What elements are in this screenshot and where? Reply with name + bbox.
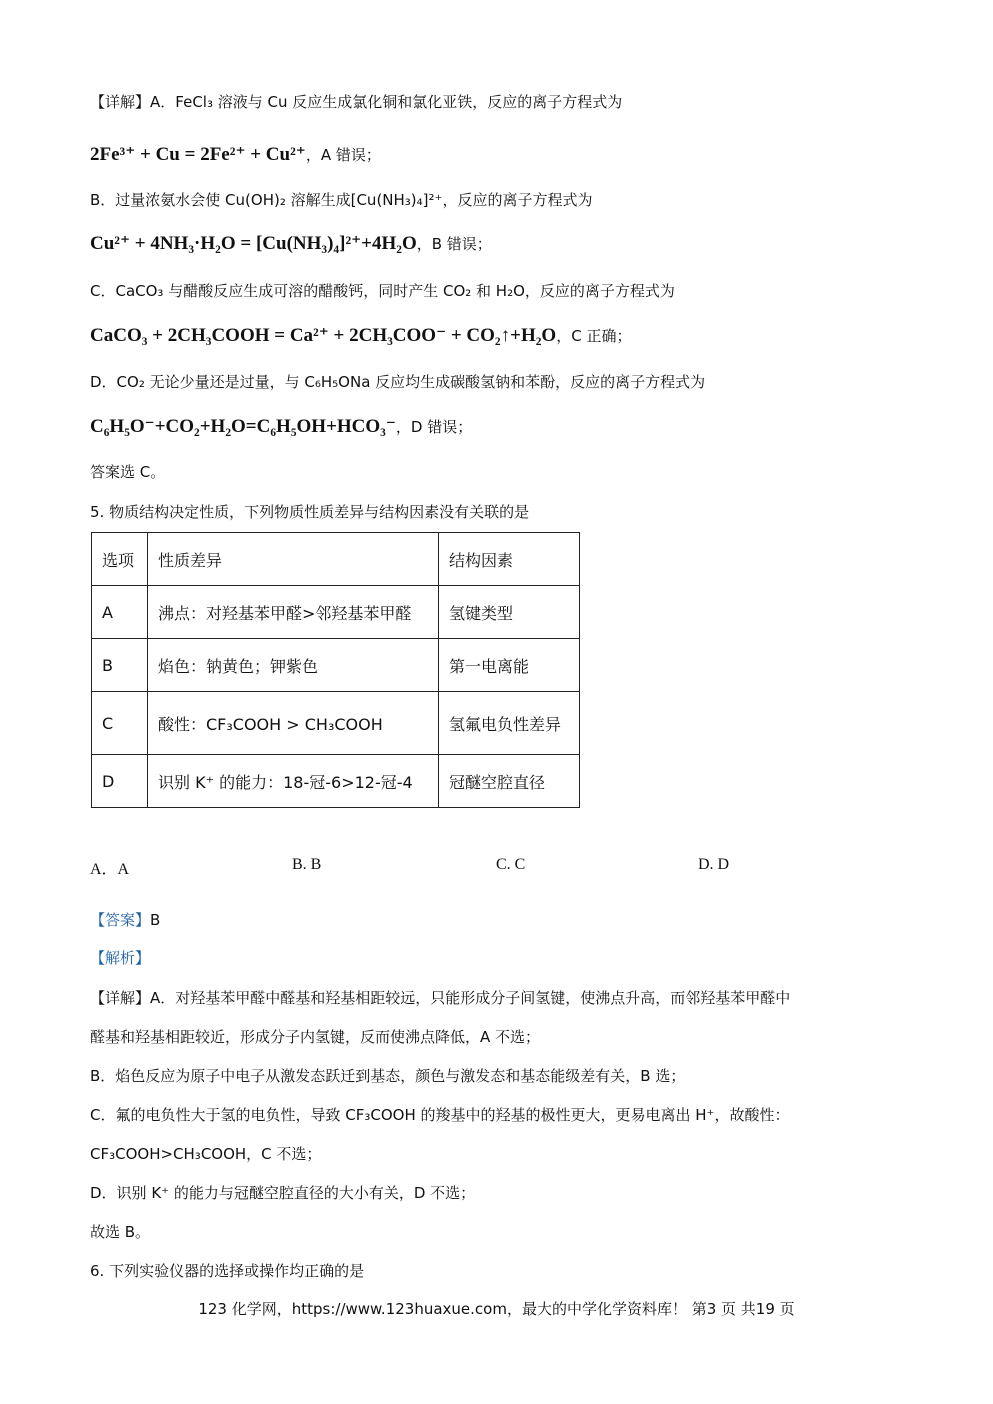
table-header-row: [92, 533, 580, 586]
answer-previous: 答案选 C。: [90, 463, 166, 481]
table-cell: 焰色：钠黄色；钾紫色: [148, 639, 439, 692]
explain-line: C．氟的电负性大于氢的电负性，导致 CF₃COOH 的羧基中的羟基的极性更大，更易电离出 H⁺，故酸性：: [90, 1106, 790, 1124]
detail-b-text: B．过量浓氨水会使 Cu(OH)₂ 溶解生成[Cu(NH₃)₄]²⁺，反应的离子方程式为: [90, 191, 593, 209]
equation-a-line: [90, 143, 913, 167]
explain-line: D．识别 K⁺ 的能力与冠醚空腔直径的大小有关，D 不选；: [90, 1184, 476, 1202]
equation-c-line: [90, 324, 913, 348]
question-5-stem: 5. 物质结构决定性质，下列物质性质差异与结构因素没有关联的是: [90, 503, 530, 521]
question-6-stem: 6. 下列实验仪器的选择或操作均正确的是: [90, 1262, 365, 1280]
verdict-c: ，C 正确；: [556, 327, 632, 345]
table-cell: 氢键类型: [439, 586, 580, 639]
table-row: [92, 692, 580, 755]
equation-d: C₆H₅O⁻+CO₂+H₂O=C₆H₅OH+HCO₃⁻: [90, 416, 396, 437]
detail-label: 【详解】: [90, 989, 151, 1007]
option-d: D. D: [698, 856, 730, 873]
verdict-a: ，A 错误；: [305, 146, 381, 164]
verdict-b: ，B 错误；: [416, 235, 492, 253]
explain-line: 醛基和羟基相距较近，形成分子内氢键，反而使沸点降低，A 不选；: [90, 1028, 541, 1046]
table-cell: 沸点：对羟基苯甲醛>邻羟基苯甲醛: [148, 586, 439, 639]
table-cell: 第一电离能: [439, 639, 580, 692]
table-header: 选项: [92, 533, 148, 586]
analysis-label: 【解析】: [90, 949, 151, 967]
page-footer: 123 化学网，https://www.123huaxue.com，最大的中学化学资料库！ 第3 页 共19 页: [198, 1300, 795, 1318]
table-cell: 识别 K⁺ 的能力：18-冠-6>12-冠-4: [148, 755, 439, 808]
explain-line: B．焰色反应为原子中电子从激发态跃迁到基态，颜色与激发态和基态能级差有关，B 选；: [90, 1067, 686, 1085]
equation-d-line: [90, 415, 913, 439]
detail-c-text: C．CaCO₃ 与醋酸反应生成可溶的醋酸钙，同时产生 CO₂ 和 H₂O，反应的离子方程式为: [90, 282, 675, 300]
table-row: [92, 586, 580, 639]
answer-label: 【答案】: [90, 911, 151, 929]
detail-label: 【详解】: [90, 93, 151, 111]
detail-a-text: A．FeCl₃ 溶液与 Cu 反应生成氯化铜和氯化亚铁，反应的离子方程式为: [150, 93, 623, 111]
equation-c: CaCO₃ + 2CH₃COOH = Ca²⁺ + 2CH₃COO⁻ + CO₂↑+H₂O: [90, 325, 557, 346]
option-c: C. C: [496, 856, 526, 873]
table-cell: 氢氟电负性差异: [439, 692, 580, 755]
table-cell: D: [92, 755, 148, 808]
explain-line: 【详解】A．对羟基苯甲醛中醛基和羟基相距较远，只能形成分子间氢键，使沸点升高，而邻羟基苯甲醛中: [90, 989, 791, 1007]
detail-d-text: D．CO₂ 无论少量还是过量，与 C₆H₅ONa 反应均生成碳酸氢钠和苯酚，反应的离子方程式为: [90, 373, 706, 391]
verdict-d: ，D 错误；: [395, 418, 473, 436]
table-cell: A: [92, 586, 148, 639]
equation-b-line: [90, 232, 913, 256]
table-cell: C: [92, 692, 148, 755]
table-row: [92, 755, 580, 808]
table-header: 性质差异: [148, 533, 439, 586]
table-cell: 酸性：CF₃COOH > CH₃COOH: [148, 692, 439, 755]
question-5-table: [91, 532, 580, 808]
explain-line: 故选 B。: [90, 1223, 151, 1241]
equation-b: Cu²⁺ + 4NH₃·H₂O = [Cu(NH₃)₄]²⁺+4H₂O: [90, 233, 417, 254]
detail-a: [90, 90, 913, 114]
answer-value: B: [150, 911, 161, 929]
equation-a: 2Fe³⁺ + Cu = 2Fe²⁺ + Cu²⁺: [90, 144, 306, 165]
table-cell: B: [92, 639, 148, 692]
option-a: A．A: [90, 861, 130, 878]
answer-line: [90, 908, 913, 932]
option-b: B. B: [292, 856, 322, 873]
table-header: 结构因素: [439, 533, 580, 586]
table-cell: 冠醚空腔直径: [439, 755, 580, 808]
table-row: [92, 639, 580, 692]
explain-line: CF₃COOH>CH₃COOH，C 不选；: [90, 1145, 322, 1163]
